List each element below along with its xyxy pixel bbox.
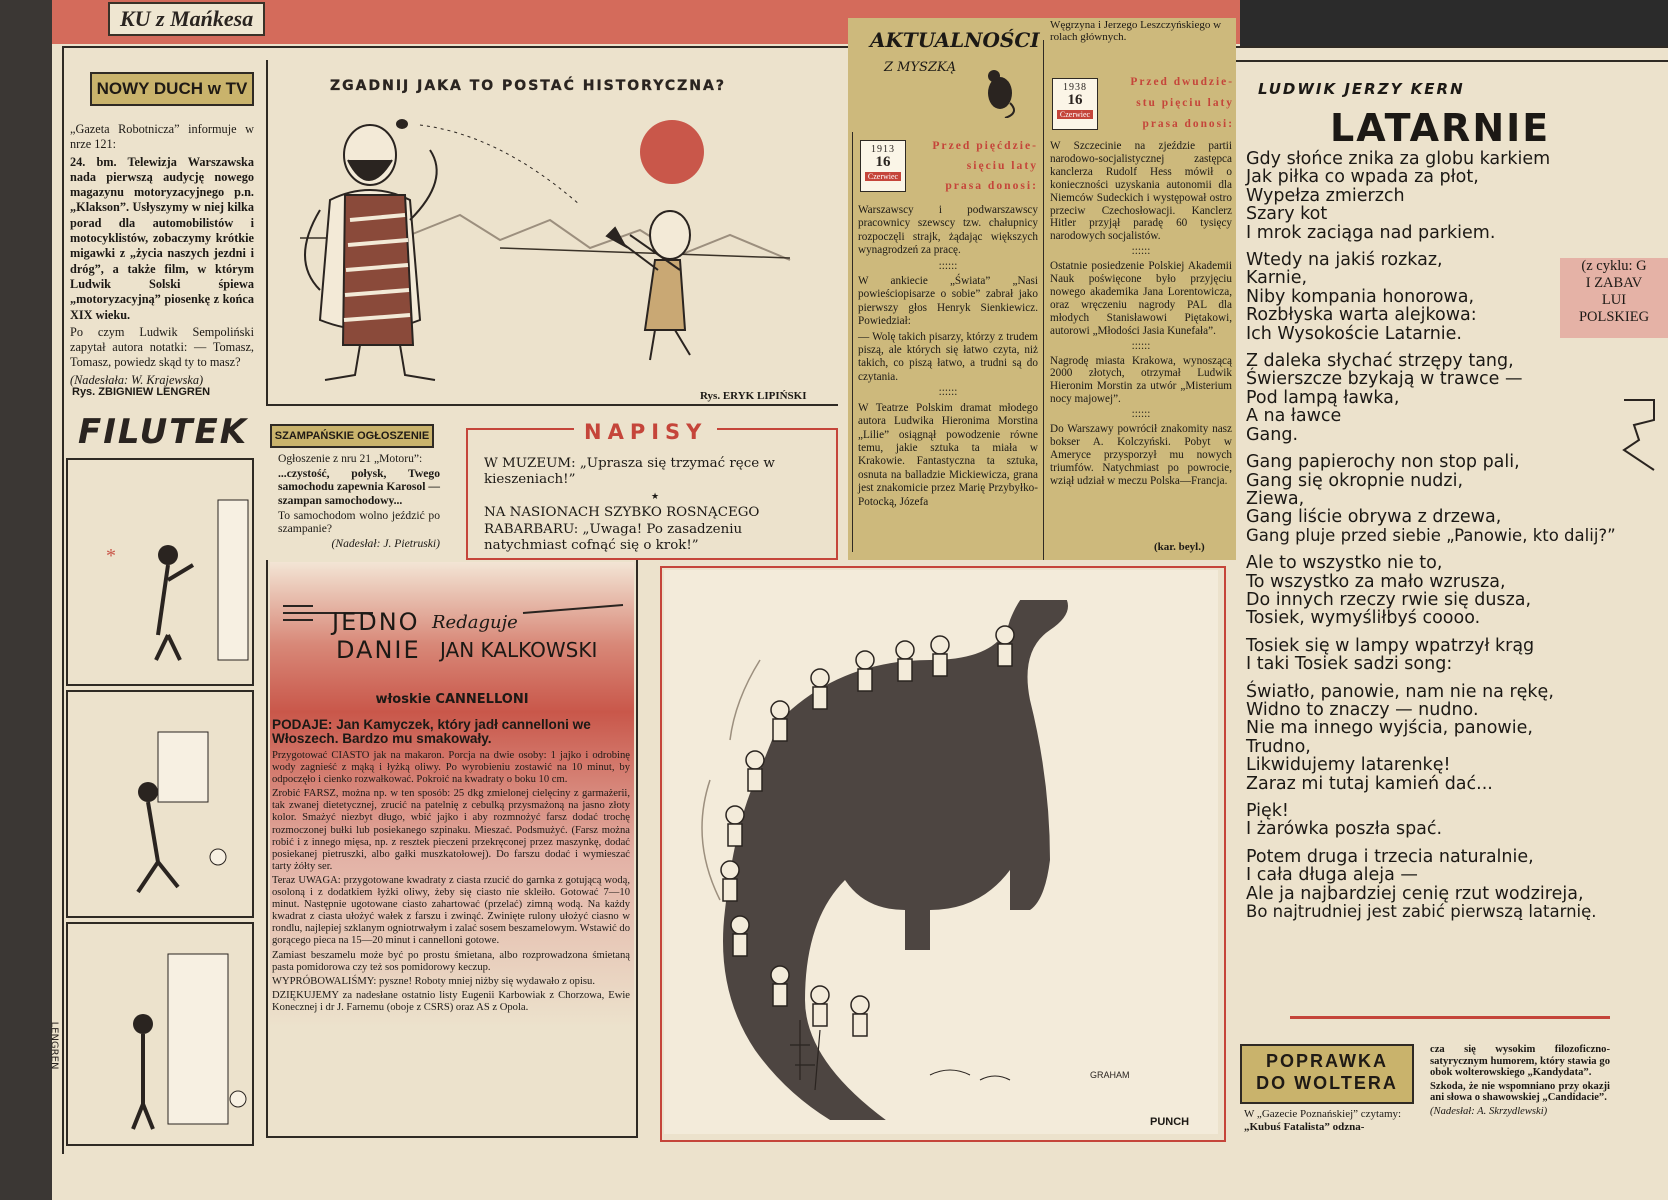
poem-line: Tosiek się w lampy wpatrzył krąg [1246,635,1535,656]
dinosaur-cartoon [670,600,1210,1120]
stanza-2 [1246,251,1646,343]
akt1-sep1: :::::: [938,259,958,272]
poem-line: Gang papierochy non stop pali, [1246,452,1520,473]
calendar-1913-year: 1913 [871,144,895,155]
sun-icon [640,120,704,184]
poprawka-heading-line2: DO WOLTERA [1256,1073,1398,1093]
dinosaur-eye [1080,607,1086,613]
stanza-7 [1246,683,1646,793]
przed-1913-line3: prasa donosi: [945,179,1038,192]
poem-line: I cała długa aleja — [1246,865,1418,886]
poprawka-heading-line1: POPRAWKA [1265,1051,1388,1071]
dinosaur-body [723,600,1068,1120]
poem-line: Ale to wszystko nie to, [1246,553,1443,574]
poem-line: Zaraz mi tutaj kamień dać... [1246,773,1493,794]
poem-line: Świerszcze bzykają w trawce — [1246,369,1523,390]
aktualnosci-subtitle: Z MYSZKĄ [884,60,957,75]
poprawka-left-text: W „Gazecie Poznańskiej” czytamy: [1244,1108,1402,1120]
recipe-p5: WYPRÓBOWALIŚMY: pyszne! Roboty mniej niżby się wydawało z opisu. [272,975,595,987]
masthead-title: KU z Mańkesa [108,2,265,36]
akt1-p4: W Teatrze Polskim dramat młodego autora Ludwika Hieronima Morstina „Lilie” osiągnął powodzenie równe temu, jakie sztuka ta miała w Krakowie. Fantastyczna ta sztuka, osnuta na balladzie Mickiewicza, grana jest znakomicie przez Marię Przybyłko-Potocką, Józefa [858,401,1038,508]
recipe-p6: DZIĘKUJEMY za nadesłane ostatnio listy Eugenii Karbowiak z Chorzowa, Ewie Konecznej i dr J. Farnemu (oboje z CSRS) oraz AS z Opola. [272,989,630,1013]
poem-line: I żarówka poszła spać. [1246,819,1443,840]
nowy-duch-p4: (Nadesłała: W. Krajewska) [70,372,204,387]
calendar-1913 [860,140,906,192]
filutek-signature: LENGREN [48,1021,60,1070]
jedno-danie-title-2: DANIE [336,636,421,664]
akt2-sep1: :::::: [1131,245,1151,258]
akt2-sep2: :::::: [1131,339,1151,352]
aktualnosci-col1 [858,204,1038,511]
szampanskie-p3: To samochodom wolno jeździć po szampanie? [278,508,440,536]
poem-line: Gang pluje przed siebie „Panowie, kto dalij?” [1246,525,1616,545]
poem-line: Do innych rzeczy rwie się dusza, [1246,589,1532,610]
calendar-1938-year: 1938 [1063,82,1087,93]
stanza-1 [1246,150,1646,242]
recipe-p3: Teraz UWAGA: przygotowane kwadraty z ciasta rzucić do garnka z gotującą wodą, osoloną i z dodatkiem łyżki oliwy, żeby się ciasto nie skleiło. Gotować 7—10 minut. Następnie ugotowane ciasto zahartować (przelać) zimną wodą. Na każdy kwadrat z ciasta ułożyć wałek z farszu i zwinąć. Zwinięte rulony ułożyć ciasno w rondlu, najlepiej szklanym ogniotrwałym i zalać sosem beszamelowym. Wstawić do gorącego pieca na 15—20 minut i cannelloni gotowe. [272,874,630,947]
poem-line: Ale ja najbardziej cenię rzut wodzireja, [1246,883,1584,904]
stanza-5 [1246,554,1646,628]
calendar-1938-day: 16 [1067,92,1083,108]
akt2-p4: Do Warszawy powrócił znakomity nasz bokser A. Kolczyński. Pobyt w Ameryce przysporzył mu nowych triumfów. Natychmiast po powrocie, wziął udział w meczu Polska—Francja. [1050,423,1232,487]
akt2-p1: W Szczecinie na zjeździe partii narodowo-socjalistycznej zastępca kanclerza Rudolf Hess mówił o konieczności uzyskania autonomii dla Niemców Sudeckich i występował ostro przeciw Czechosłowacji. Kanclerz Hitler przyjął paradę 60 tysięcy narodowych socjalistów. [1050,140,1232,243]
poem-line: Gang liście obrywa z drzewa, [1246,507,1502,528]
poem-line: A na ławce [1246,406,1342,427]
napisy-item-2: NA NASIONACH SZYBKO ROSNĄCEGO RABARBARU: „Uwaga! Po zasadzeniu natychmiast cofnąć się o krok!” [484,505,760,554]
cycle-note-line1: (z cyklu: G [1581,258,1647,274]
poem-line: Gang. [1246,424,1299,445]
stone-trajectory [420,125,580,205]
jedno-danie-podaje: PODAJE: Jan Kamyczek, który jadł cannelloni we Włoszech. Bardzo mu smakowały. [272,717,591,747]
punch-credit: PUNCH [1150,1116,1190,1128]
akt2-top: Węgrzyna i Jerzego Leszczyńskiego w rolach głównych. [1050,19,1222,43]
stone-icon [396,119,408,129]
recipe-p2: Zrobić FARSZ, można np. w ten sposób: 25 dkg zmielonej cielęciny z garmażerii, tak zwanej dietetycznej, zrucić na patelnię z cebulką przysmażoną na jasno złoty kolor. Smażyć niezbyt długo, wbić jajko i aby rozmnożyć farsz dodać trochę rozmoczonej bułki lub posiekanego szpinaku. Mieszać. Podsmużyć. (Farsz można robić i z innego mięsa, np. z resztek pieczeni przekręconej przez maszynkę, dodać posiekanej pietruszki, albo gałki muszkatołowej). Do farszu dodać i wymieszać tarty żółty ser. [272,788,630,872]
akt2-p2: Ostatnie posiedzenie Polskiej Akademii Nauk poświęcone było przyjęciu nowego akademika Jana Lorentowicza, oraz wręczeniu nagrody PAL dla młodych Stanisławowi Piętakowi, autorowi „Młodości Jasia Kunefała”. [1050,260,1232,337]
caveman-drawing [305,125,437,380]
stanza-8 [1246,802,1646,839]
aktualnosci-col-divider [1043,40,1044,560]
left-binding-edge [0,0,52,1200]
poem-line: Ich Wysokoście Latarnie. [1246,323,1462,344]
filutek-panel-1 [66,458,254,686]
stanza-6 [1246,637,1646,674]
cycle-note-line4: POLSKIEG [1578,309,1650,325]
zgadnij-cartoon [290,100,810,390]
poem-line: Karnie, [1246,268,1308,289]
filutek-panel-3 [66,922,254,1146]
poem-line: Likwidujemy latarenkę! [1246,755,1451,776]
przed-1938-line3: prasa donosi: [1142,118,1234,130]
przed-1913-line1: Przed pięćdzie- [932,139,1038,152]
recipe-p4: Zamiast beszamelu może być po prostu śmietana, albo rozprowadzona śmietaną pasta pomidorowa czy też sos pomidorowy keczup. [272,949,630,973]
filutek-panel-2 [66,690,254,918]
poem-line: Bo najtrudniej jest zabić pierwszą latarnię. [1246,902,1597,922]
calendar-1913-day: 16 [875,154,891,170]
poem-line: Pięk! [1246,801,1289,821]
filutek-title: FILUTEK [78,412,249,452]
stanza-3 [1246,352,1646,444]
akt2-sep3: :::::: [1131,408,1151,421]
poem-line: Gdy słońce znika za globu karkiem [1246,149,1551,169]
jedno-danie-editor: JAN KALKOWSKI [440,638,598,662]
poem-line: Trudno, [1246,736,1311,757]
poem-line: Tosiek, wymyśliłbyś coooo. [1246,608,1481,629]
nowy-duch-p1: „Gazeta Robotnicza” informuje w nrze 121: [70,122,254,152]
szampanskie-p2: ...czystość, połysk, Twego samochodu zapewnia Karosol — szampan samochodowy... [278,467,440,507]
filutek-panel-2-drawing [68,692,252,916]
poem-line: Rozbłyska warta alejkowa: [1246,305,1477,326]
jedno-danie-recipe [272,750,630,1016]
aktualnosci-col2 [1050,140,1232,490]
jedno-danie-title-1: JEDNO [332,608,420,636]
svg-text:*: * [106,545,116,567]
recipe-p1: Przygotować CIASTO jak na makaron. Porcja na dwie osoby: 1 jajko i odrobinę wody zagnieść z mąką i łyżką oliwy. Po wyrobieniu zostawić na 10 minut, by odpoczęło i cienko rozwałkować. Pokroić na kwadraty o boku 10 cm. [272,750,630,786]
poem-line: Jak piłka co wpada za płot, [1246,167,1479,188]
przed-1938-line1: Przed dwudzie- [1130,76,1234,88]
poem-line: Światło, panowie, nam nie na rękę, [1246,681,1554,702]
napisy-content [484,456,826,554]
napisy-title: NAPISY [574,420,717,444]
przed-1938-line2: stu pięciu laty [1136,97,1234,109]
akt1-p1: Warszawscy i podwarszawscy pracownicy szewscy tzw. chałupnicy rozpoczęli strajk, żądając większych wynagrodzeń za pracę. [858,204,1038,257]
aktualnosci-title: AKTUALNOŚCI [870,28,1040,52]
zgadnij-title: ZGADNIJ JAKA TO POSTAĆ HISTORYCZNA? [330,78,726,94]
poem-line: Szary kot [1246,204,1328,225]
szampanskie-p1: Ogłoszenie z nru 21 „Motoru”: [278,452,423,465]
poem-line: Gang się okropnie nudzi, [1246,470,1464,491]
poem-line: To wszystko za mało wzrusza, [1246,571,1506,592]
frame-left-rule [62,46,64,1154]
nowy-duch-p3: Po czym Ludwik Sempoliński zapytał autora notatki: — Tomasz, Tomasz, powiedz skąd ty to masz? [70,324,254,370]
poem-line: Wtedy na jakiś rozkaz, [1246,250,1443,271]
poem-line: Potem druga i trzecia naturalnie, [1246,846,1534,867]
poprawka-left [1244,1108,1414,1133]
filutek-panel-1-drawing [68,460,252,684]
poem-title: LATARNIE [1330,106,1551,150]
poem-line: I mrok zaciąga nad parkiem. [1246,222,1496,243]
poprawka-right-p2: Szkoda, że nie wspomniano przy okazji ani słowa o shawowskiej „Candidacie”. [1430,1080,1610,1104]
napisy-item-1: W MUZEUM: „Uprasza się trzymać ręce w kieszeniach!” [484,456,775,488]
poem-author: LUDWIK JERZY KERN [1258,80,1465,98]
calendar-1938 [1052,78,1098,130]
szampanskie-article [278,452,440,552]
poem-line: Z daleka słychać strzępy tang, [1246,351,1514,372]
poem-line: Ziewa, [1246,488,1305,509]
stanza-4 [1246,453,1646,545]
przed-1913-label [920,136,1038,196]
akt2-p3: Nagrodę miasta Krakowa, wynoszącą 2000 złotych, otrzymał Ludwik Hieronim Morstin za utwór „Misterium nocy majowej”. [1050,354,1232,406]
filutek-credit: Rys. ZBIGNIEW LENGREN [72,386,211,398]
jedno-danie-redaguje: Redaguje [432,612,518,633]
akt1-p2: W ankiecie „Świata” „Nasi powieściopisarze o sobie” zabrał jako pierwszy głos Henryk Sienkiewicz. Powiedział: [858,275,1038,328]
filutek-panel-3-drawing [68,924,252,1144]
pebbles-drawing [930,1070,1010,1080]
poem-top-rule [1236,60,1668,62]
nowy-duch-p2: 24. bm. Telewizja Warszawska nada pierwszą audycję nowego magazynu motoryzacyjnego p.n. „Klakson”. Usłyszymy w niej kilka porad dla automobilistów i motocyklistów, zobaczymy krótkie migawki z „życia naszych jezdni i dróg”, a także film, w którym Ludwik Solski śpiewa „motoryzacyjną” piosenkę z końca XIX wieku. [70,154,254,322]
nowy-duch-article [70,122,254,390]
poem-line: Wypełza zmierzch [1246,185,1405,206]
aktualnosci-col1-rule [852,132,853,552]
poem-line: Pod lampą ławka, [1246,387,1400,408]
mountains-drawing [410,215,790,260]
poem-line: I taki Tosiek sadzi song: [1246,654,1453,675]
poem-line: Niby kompania honorowa, [1246,286,1475,307]
poprawka-heading [1240,1044,1414,1104]
cycle-note-line3: LUI [1601,292,1627,308]
poem-text [1246,150,1646,930]
przed-1938-label [1110,72,1234,135]
zgadnij-credit: Rys. ERYK LIPIŃSKI [700,390,807,402]
poprawka-credit: (Nadesłał: A. Skrzydlewski) [1430,1105,1548,1117]
nowy-duch-heading: NOWY DUCH w TV [90,72,254,106]
napisy-star: ★ [650,491,660,502]
calendar-1913-month: Czerwiec [865,172,901,181]
cycle-note-line2: I ZABAV [1585,275,1643,291]
mouse-icon [980,58,1020,118]
poprawka-top-rule [1290,1016,1610,1019]
punch-signature: GRAHAM [1090,1070,1130,1080]
akt1-p3: — Wolę takich pisarzy, którzy z trudem piszą, ale których się łatwo czyta, niż takich, co piszą łatwo, a trudni są do czytania. [858,330,1038,383]
aktualnosci-credit: (kar. beyl.) [1154,541,1205,553]
szampanskie-p4: (Nadesłał: J. Pietruski) [331,537,440,551]
przed-1913-line2: sięciu laty [966,159,1038,172]
poem-line: Nie ma innego wyjścia, panowie, [1246,718,1533,739]
akt1-sep2: :::::: [938,386,958,399]
szampanskie-heading: SZAMPAŃSKIE OGŁOSZENIE [270,424,434,448]
poprawka-right-p1: cza się wysokim filozoficzno-satyrycznym humorem, który stawia go obok wolterowskiego „Kandydata”. [1430,1044,1610,1079]
poem-line: Widno to znaczy — nudno. [1246,699,1479,720]
poprawka-right [1430,1044,1610,1120]
calendar-1938-month: Czerwiec [1057,110,1093,119]
stanza-9 [1246,848,1646,922]
poprawka-left-bold: „Kubuś Fatalista” odzna- [1244,1120,1365,1133]
boy-with-slingshot-drawing [607,211,690,360]
jedno-danie-dish: włoskie CANNELLONI [375,692,529,707]
